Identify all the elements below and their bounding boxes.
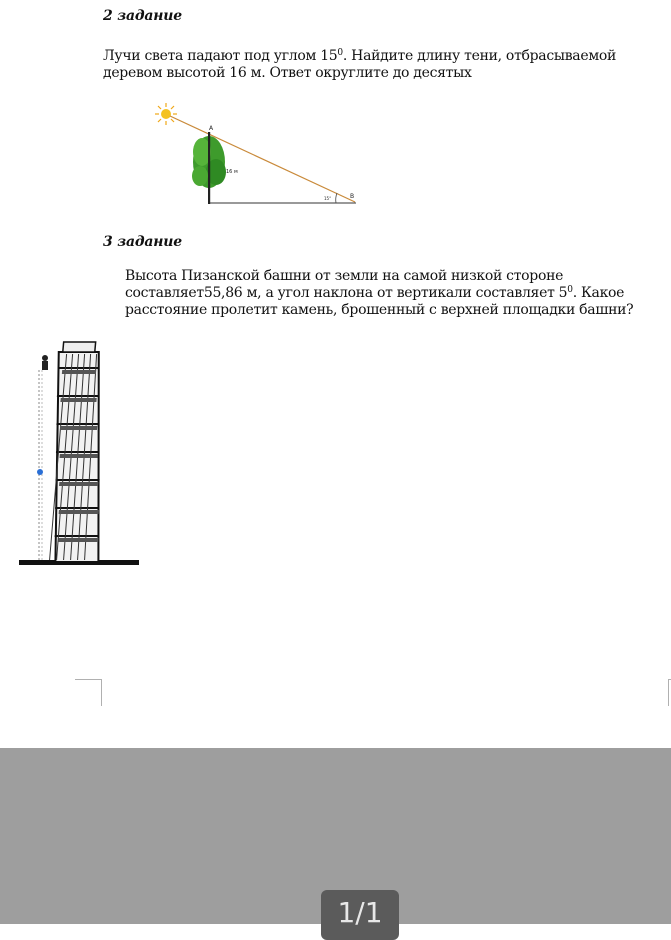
tower-icon: [40, 342, 117, 562]
task2-heading: 2 задание: [103, 8, 182, 24]
tree-shadow-figure: [150, 102, 365, 210]
page-counter: 1/1: [321, 890, 399, 940]
task3-line3: расстояние пролетит камень, брошенный с верхней площадки башни?: [125, 302, 634, 318]
label-b: B: [350, 193, 355, 200]
task3-text: [125, 268, 665, 319]
pisa-tower-figure: [18, 338, 143, 570]
task2-line1: Лучи света падают под углом $15^0$. Найдите длину тени, отбрасываемой: [103, 48, 617, 64]
task3-line1: Высота Пизанской башни от земли на самой низкой стороне: [125, 268, 564, 284]
degree-superscript: 0: [337, 48, 343, 58]
angle-label: 15°: [324, 196, 332, 201]
sun-icon: [155, 103, 177, 125]
degree-superscript: 0: [567, 285, 573, 295]
tree-icon: [192, 132, 226, 204]
angle-arc: [336, 193, 337, 203]
height-label: 16 м: [226, 169, 238, 175]
falling-stone: [37, 469, 43, 475]
task3-heading: 3 задание: [103, 234, 182, 250]
task3-line2: составляет55,86 м, а угол наклона от вертикали составляет $5^0$. Какое: [125, 285, 625, 301]
task2-text: [103, 48, 643, 82]
task2-line2: деревом высотой 16 м. Ответ округлите до десятых: [103, 65, 472, 81]
page-corner-mark-left: [75, 679, 102, 706]
person-icon: [42, 355, 48, 370]
label-a: A: [209, 125, 214, 132]
